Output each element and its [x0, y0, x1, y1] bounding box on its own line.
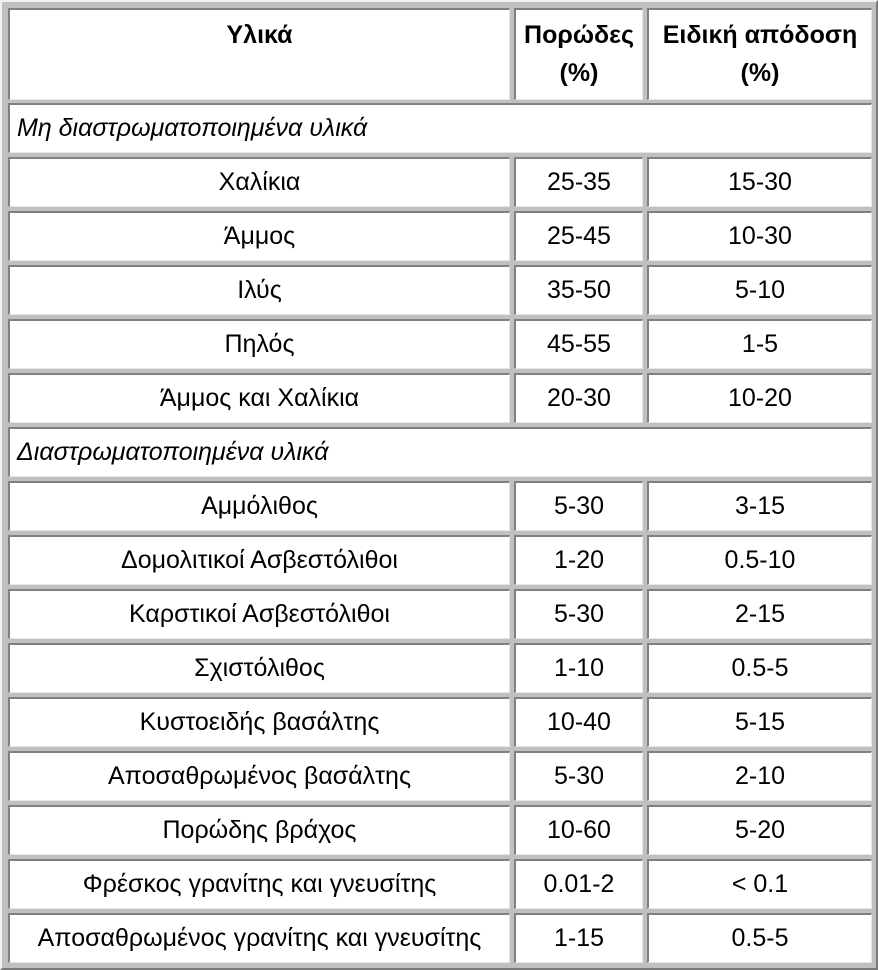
porosity-cell: 45-55 [514, 319, 643, 369]
material-cell: Ιλύς [8, 265, 510, 315]
yield-cell: 2-15 [647, 589, 872, 639]
yield-cell: 10-20 [647, 373, 872, 423]
header-materials: Υλικά [8, 8, 510, 100]
porosity-cell: 35-50 [514, 265, 643, 315]
yield-cell: 0.5-5 [647, 643, 872, 693]
yield-cell: 1-5 [647, 319, 872, 369]
material-cell: Αποσαθρωμένος βασάλτης [8, 751, 510, 801]
porosity-cell: 1-15 [514, 913, 643, 963]
yield-cell: 2-10 [647, 751, 872, 801]
section-consolidated: Διαστρωματοποιημένα υλικά [8, 427, 872, 477]
porosity-cell: 0.01-2 [514, 859, 643, 909]
yield-cell: 15-30 [647, 157, 872, 207]
yield-cell: 0.5-10 [647, 535, 872, 585]
material-cell: Άμμος [8, 211, 510, 261]
porosity-cell: 5-30 [514, 751, 643, 801]
yield-cell: < 0.1 [647, 859, 872, 909]
porosity-cell: 10-60 [514, 805, 643, 855]
yield-cell: 5-10 [647, 265, 872, 315]
porosity-cell: 10-40 [514, 697, 643, 747]
porosity-cell: 5-30 [514, 481, 643, 531]
material-cell: Αποσαθρωμένος γρανίτης και γνευσίτης [8, 913, 510, 963]
material-cell: Πορώδης βράχος [8, 805, 510, 855]
header-porosity: Πορώδες (%) [514, 8, 643, 100]
material-cell: Άμμος και Χαλίκια [8, 373, 510, 423]
material-cell: Αμμόλιθος [8, 481, 510, 531]
material-cell: Χαλίκια [8, 157, 510, 207]
porosity-cell: 25-35 [514, 157, 643, 207]
material-cell: Δομολιτικοί Ασβεστόλιθοι [8, 535, 510, 585]
yield-cell: 10-30 [647, 211, 872, 261]
header-specific-yield: Ειδική απόδοση (%) [647, 8, 872, 100]
yield-cell: 3-15 [647, 481, 872, 531]
yield-cell: 0.5-5 [647, 913, 872, 963]
material-cell: Σχιστόλιθος [8, 643, 510, 693]
porosity-cell: 1-10 [514, 643, 643, 693]
yield-cell: 5-15 [647, 697, 872, 747]
porosity-cell: 1-20 [514, 535, 643, 585]
material-cell: Κυστοειδής βασάλτης [8, 697, 510, 747]
porosity-cell: 20-30 [514, 373, 643, 423]
section-unconsolidated: Μη διαστρωματοποιημένα υλικά [8, 103, 872, 153]
material-cell: Φρέσκος γρανίτης και γνευσίτης [8, 859, 510, 909]
porosity-cell: 5-30 [514, 589, 643, 639]
material-cell: Πηλός [8, 319, 510, 369]
yield-cell: 5-20 [647, 805, 872, 855]
material-cell: Καρστικοί Ασβεστόλιθοι [8, 589, 510, 639]
porosity-cell: 25-45 [514, 211, 643, 261]
